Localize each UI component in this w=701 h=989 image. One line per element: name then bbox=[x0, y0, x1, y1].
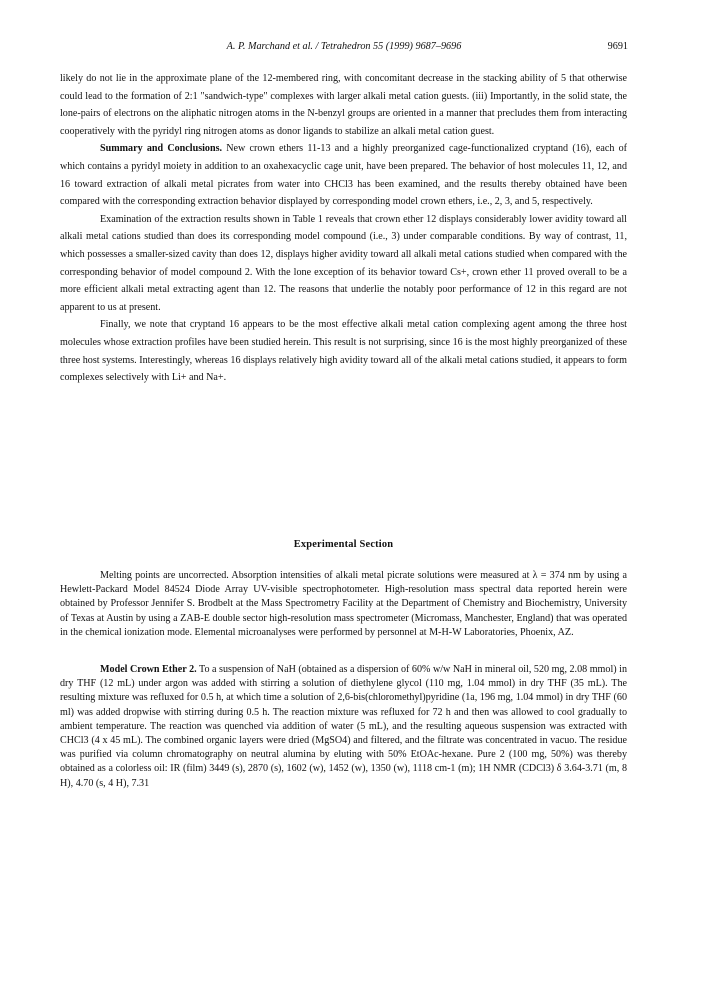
summary-run-in-heading: Summary and Conclusions. bbox=[100, 143, 223, 155]
summary-paragraph bbox=[60, 140, 627, 210]
finally-paragraph: Finally, we note that cryptand 16 appears to be the most effective alkali metal cation complexing agent among the three host molecules whose extraction profiles have been studied herein. This result is not surprising, since 16 is the most highly preorganized of these three host systems. Interestingly, whereas 16 displays relatively high avidity toward all of the alkali metal cations studied, it appears to form complexes selectively with Li+ and Na+. bbox=[60, 319, 627, 384]
examination-paragraph: Examination of the extraction results shown in Table 1 reveals that crown ether 12 displays considerably lower avidity toward all alkali metal cations studied than does its corresponding model compound (i.e., 3) under comparable conditions. By way of contrast, 11, which possesses a smaller-sized cavity than does 12, displays higher avidity toward all alkali metal cations studied when compared with the corresponding behavior of model compound 2. With the lone exception of its behavior toward Cs+, crown ether 11 proved overall to be a more efficient alkali metal extracting agent than 12. The reasons that underlie the notably poor performance of 12 in this regard are not apparent to us at present. bbox=[60, 213, 627, 313]
running-head bbox=[60, 41, 628, 55]
model-crown-ether-heading: Model Crown Ether 2. bbox=[100, 664, 197, 675]
experimental-section-heading: Experimental Section bbox=[293, 539, 394, 550]
model-crown-ether-body: To a suspension of NaH (obtained as a dispersion of 60% w/w NaH in mineral oil, 520 mg, 2.08 mmol) in dry THF (12 mL) under argon was added with stirring a solution of diethylene glycol (110 mg, 1.04 mmol) in dry THF (35 mL). The resulting mixture was refluxed for 0.5 h, at which time a solution of 2,6-bis(chloromethyl)pyridine (1a, 196 mg, 1.04 mmol) in dry THF (60 ml) was added dropwise with stirring during 0.5 h. The reaction mixture was refluxed for 72 h and then was allowed to cool gradually to ambient temperature. The reaction was quenched via addition of water (5 mL), and the resulting aqueous suspension was extracted with CHCl3 (4 x 45 mL). The combined organic layers were dried (MgSO4) and filtered, and the filtrate was concentrated in vacuo. The residue was purified via column chromatography on neutral alumina by eluting with 50% EtOAc-hexane. Pure 2 (100 mg, 50%) was thereby obtained as a colorless oil: IR (film) 3449 (s), 2870 (s), 1602 (w), 1452 (w), 1350 (w), 1118 cm-1 (m); 1H NMR (CDCl3) δ 3.64-3.71 (m, 8 H), 4.70 (s, 4 H), 7.31 bbox=[60, 664, 627, 789]
main-body-text bbox=[60, 70, 627, 387]
model-crown-ether-paragraph bbox=[60, 663, 627, 791]
experimental-general-paragraph bbox=[60, 569, 627, 640]
page-number: 9691 bbox=[607, 41, 628, 52]
experimental-general-text: Melting points are uncorrected. Absorption intensities of alkali metal picrate solutions were measured at λ = 374 nm by using a Hewlett-Packard Model 84524 Diode Array UV-visible spectrophotometer. High-resolution mass spectral data reported herein were obtained by Professor Jennifer S. Brodbelt at the Mass Spectrometry Facility at the Department of Chemistry and Biochemistry, University of Texas at Austin by using a ZAB-E double sector high-resolution mass spectrometer (Micromass, Manchester, England) that was operated in the chemical ionization mode. Elemental microanalyses were performed by personnel at M-H-W Laboratories, Phoenix, AZ. bbox=[60, 570, 627, 638]
summary-text: New crown ethers 11-13 and a highly preorganized cage-functionalized cryptand (16), each of which contains a pyridyl moiety in addition to an oxahexacyclic cage unit, have been prepared. The behavior of host molecules 11, 12, and 16 toward extraction of alkali metal picrates from water into CHCl3 has been examined, and the results thereby obtained have been compared with the corresponding extraction behavior displayed by corresponding model crown ethers, i.e., 2, 3, and 5, respectively. bbox=[60, 143, 628, 208]
running-head-title: A. P. Marchand et al. / Tetrahedron 55 (1999) 9687–9696 bbox=[226, 41, 462, 52]
continuation-paragraph: likely do not lie in the approximate plane of the 12-membered ring, with concomitant decrease in the stacking ability of 5 that otherwise could lead to the formation of 2:1 "sandwich-type" complexes with larger alkali metal cation guests. (iii) Importantly, in the solid state, the lone-pairs of electrons on the aliphatic nitrogen atoms in the N-benzyl groups are oriented in a manner that precludes them from interacting cooperatively with the pyridyl ring nitrogen atoms as donor ligands to stabilize an alkali metal cation guest. bbox=[60, 73, 627, 137]
model-crown-ether-text bbox=[60, 663, 627, 791]
